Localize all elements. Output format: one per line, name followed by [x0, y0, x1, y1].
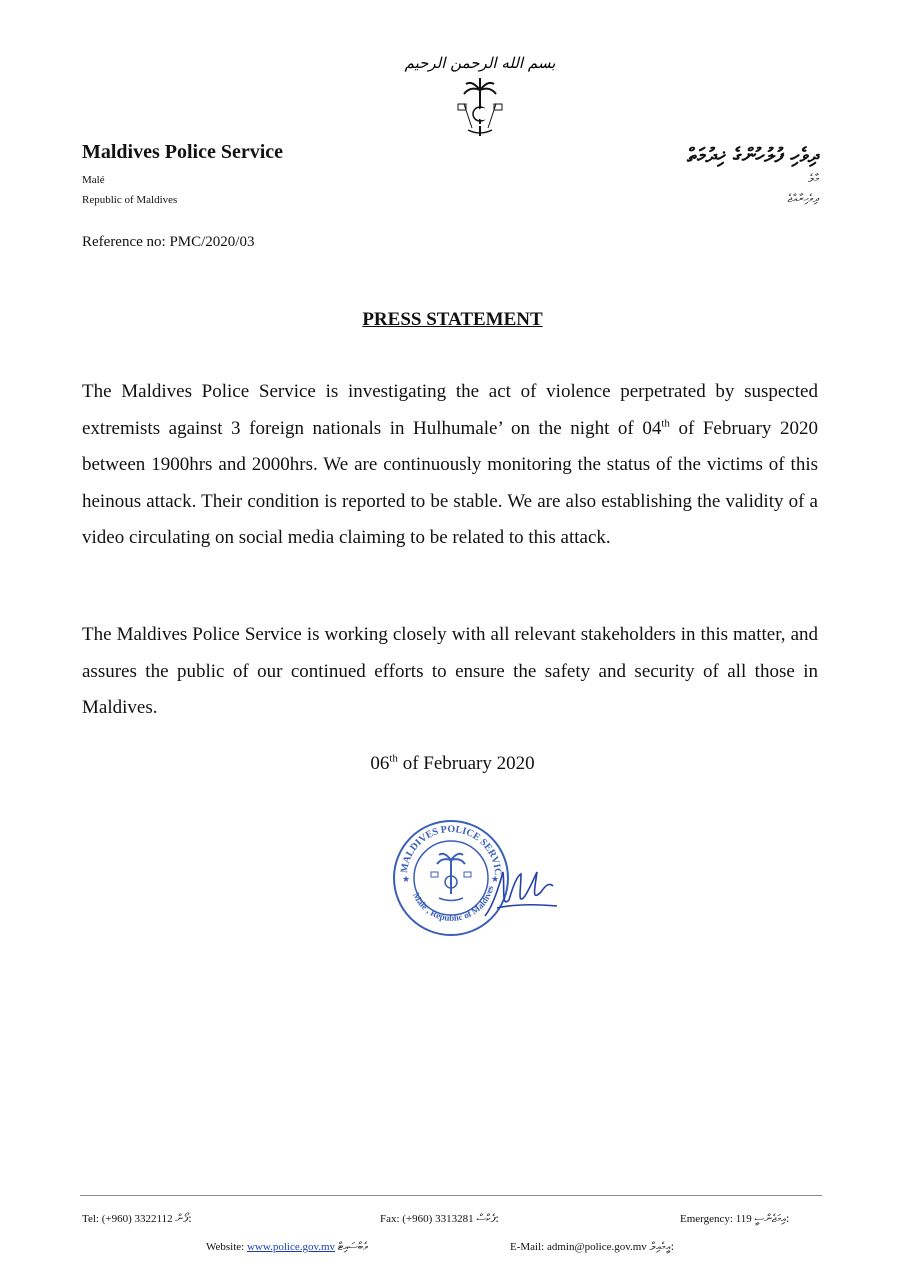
footer-website — [206, 1240, 368, 1254]
statement-date — [0, 753, 905, 775]
svg-text:★: ★ — [491, 874, 500, 884]
footer-tel — [82, 1212, 192, 1226]
fax-dv: ފެކްސް: — [476, 1212, 499, 1225]
emergency-text: Emergency: 119 — [680, 1213, 752, 1225]
city-en: Malé — [82, 174, 105, 186]
tel-text: Tel: (+960) 3322112 — [82, 1213, 173, 1225]
footer-email — [510, 1240, 674, 1254]
reference-value: PMC/2020/03 — [169, 234, 255, 250]
reference-line — [82, 234, 254, 251]
paragraph-1-sup: th — [661, 417, 670, 430]
email-text[interactable]: E-Mail: admin@police.gov.mv — [510, 1241, 647, 1253]
footer-divider — [80, 1195, 822, 1196]
state-emblem — [404, 48, 556, 140]
country-dv: ދިވެހިރާއްޖެ — [787, 192, 819, 205]
reference-label: Reference no: — [82, 234, 166, 250]
seal-bottom-text: Male', Republic of Maldives — [411, 884, 496, 923]
fax-text: Fax: (+960) 3313281 — [380, 1213, 474, 1225]
org-name-dv: ދިވެހި ފުލުހުންގެ ޚިދުމަތް — [687, 143, 819, 167]
page-title: PRESS STATEMENT — [362, 309, 543, 330]
svg-text:★: ★ — [402, 874, 411, 884]
city-dv: މާލެ — [808, 172, 819, 185]
website-label: Website: — [206, 1241, 245, 1253]
svg-text:Male', Republic of Maldives — [411, 884, 495, 923]
tel-dv: ފޯން: — [175, 1212, 192, 1225]
date-sup: th — [389, 752, 398, 765]
emblem-icon — [404, 48, 556, 140]
date-day: 06 — [370, 753, 390, 774]
seal-stamp-icon — [385, 816, 560, 941]
bismillah: بسم الله الرحمن الرحيم — [404, 54, 556, 72]
website-link[interactable]: www.police.gov.mv — [246, 1241, 336, 1253]
seal-top-text: MALDIVES POLICE SERVIC — [398, 823, 504, 876]
emergency-dv: އިމަޖެންސީ: — [754, 1212, 790, 1225]
paragraph-1-part-b: of February 2020 between 1900hrs and 2000hrs. We are continuously monitoring the status of the victims of this heinous attack. Their condition is reported to be stable. We are also establishing the validity of a video circulating on social media claiming to be related to this attack. — [82, 417, 819, 548]
footer-fax — [380, 1212, 499, 1226]
paragraph-2: The Maldives Police Service is working closely with all relevant stakeholders in this matter, and assures the public of our continued efforts to ensure the safety and security of all those in Maldives. — [82, 624, 818, 718]
email-dv: އީމެއިލް: — [649, 1240, 675, 1253]
org-name-en: Maldives Police Service — [82, 141, 284, 163]
police-seal — [385, 816, 560, 941]
paragraph-1-part-a: The Maldives Police Service is investigating the act of violence perpetrated by suspected extremists against 3 foreign nationals in Hulhumale’ on the night of 04 — [82, 381, 818, 439]
footer-emergency — [680, 1212, 789, 1226]
date-rest: of February 2020 — [397, 753, 535, 774]
paragraph-1 — [82, 374, 818, 557]
country-en: Republic of Maldives — [82, 194, 178, 206]
website-dv: ވެބްސައިޓް — [337, 1240, 369, 1253]
